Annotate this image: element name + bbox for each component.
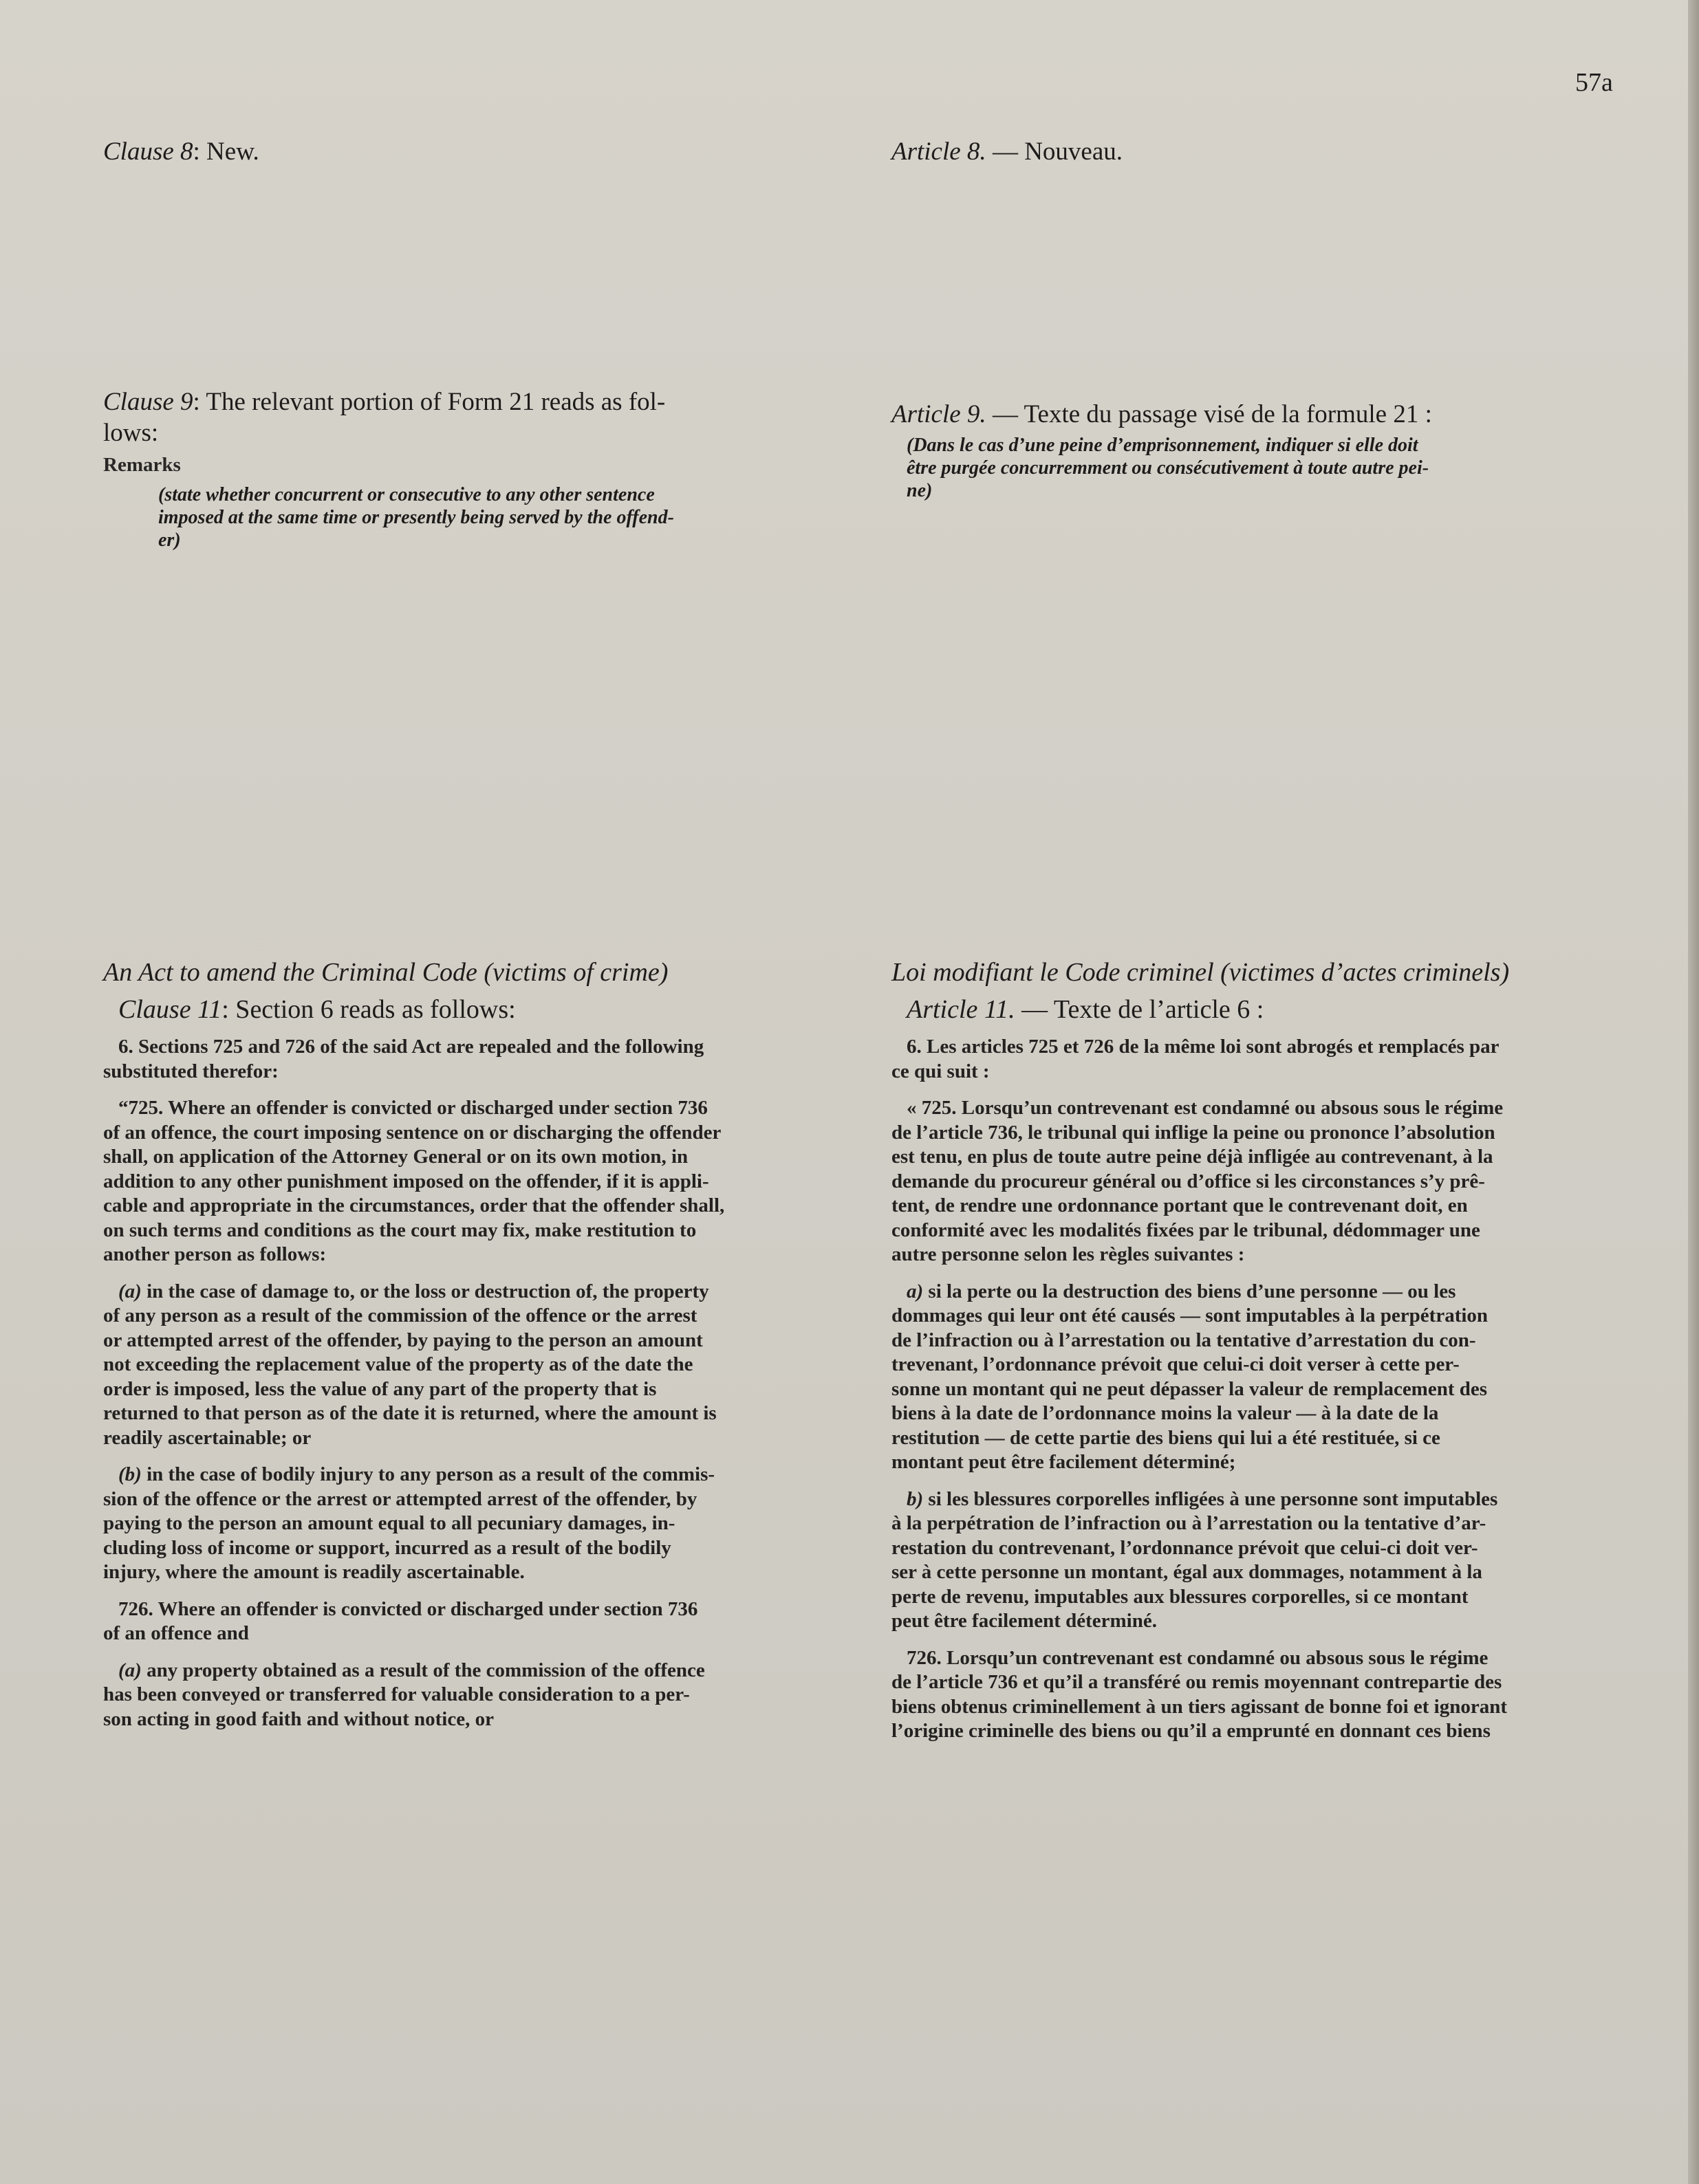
text-line: or attempted arrest of the offender, by paying to the person an amount bbox=[103, 1329, 703, 1351]
section-725-en bbox=[103, 1096, 836, 1267]
clause-9-text: : The relevant portion of Form 21 reads as fol- bbox=[193, 388, 666, 416]
text-line: shall, on application of the Attorney General or on its own motion, in bbox=[103, 1146, 689, 1168]
text-line: restitution — de cette partie des biens qui lui a été restituée, si ce bbox=[891, 1426, 1440, 1449]
text-line: à la perpétration de l’infraction ou à l’arrestation ou la tentative d’ar- bbox=[891, 1512, 1486, 1534]
remarks-label: Remarks bbox=[103, 454, 181, 476]
text-line: of any person as a result of the commission of the offence or the arrest bbox=[103, 1304, 697, 1326]
text-line: paying to the person an amount equal to all pecuniary damages, in- bbox=[103, 1512, 675, 1534]
act-block-en bbox=[103, 956, 836, 1732]
text-line: si la perte ou la destruction des biens d’une personne — ou les bbox=[928, 1280, 1456, 1302]
remarks-line: er) bbox=[158, 529, 181, 551]
text-line: Les articles 725 et 726 de la même loi sont abrogés et remplacés par bbox=[927, 1036, 1500, 1058]
text-line: in the case of bodily injury to any person as a result of the commis- bbox=[147, 1463, 715, 1485]
remarks-line: imposed at the same time or presently being served by the offend- bbox=[158, 507, 674, 528]
text-line: ser à cette personne un montant, égal aux dommages, notamment à la bbox=[891, 1561, 1482, 1583]
text-line: trevenant, l’ordonnance prévoit que celui-ci doit verser à cette per- bbox=[891, 1353, 1460, 1375]
clause-11-label: Clause 11 bbox=[118, 995, 222, 1024]
text-line: order is imposed, less the value of any part of the property that is bbox=[103, 1377, 657, 1400]
text-line: Where an offender is convicted or discharged under section 736 bbox=[167, 1097, 708, 1119]
article-8-label: Article 8. bbox=[891, 138, 986, 166]
paragraph-label: a) bbox=[907, 1280, 924, 1302]
text-line: dommages qui leur ont été causés — sont imputables à la perpétration bbox=[891, 1304, 1489, 1326]
article-9-text: — Texte du passage visé de la formule 21 : bbox=[986, 400, 1432, 428]
text-line: ce qui suit : bbox=[891, 1060, 990, 1082]
text-line: addition to any other punishment imposed on the offender, if it is appli- bbox=[103, 1170, 709, 1192]
section-725b-en bbox=[103, 1463, 836, 1585]
article-9-block bbox=[891, 399, 1627, 502]
section-6-fr bbox=[891, 1035, 1627, 1084]
text-line: de l’article 736 et qu’il a transféré ou remis moyennant contrepartie des bbox=[891, 1671, 1502, 1693]
text-line: restation du contrevenant, l’ordonnance prévoit que celui-ci doit ver- bbox=[891, 1536, 1478, 1559]
text-line: l’origine criminelle des biens ou qu’il a emprunté en donnant ces biens bbox=[891, 1720, 1491, 1742]
section-726a-en bbox=[103, 1659, 836, 1732]
text-line: not exceeding the replacement value of the property as of the date the bbox=[103, 1353, 693, 1375]
text-line: tent, de rendre une ordonnance portant que le contrevenant doit, en bbox=[891, 1194, 1468, 1216]
clause-9-block bbox=[103, 386, 836, 552]
clause-11-text: : Section 6 reads as follows: bbox=[221, 995, 516, 1024]
page-number: 57a bbox=[1575, 68, 1613, 97]
text-line: si les blessures corporelles infligées à une personne sont imputables bbox=[928, 1487, 1498, 1510]
remarks-line: (state whether concurrent or consecutive to any other sentence bbox=[158, 484, 655, 505]
text-line: cluding loss of income or support, incurred as a result of the bodily bbox=[103, 1536, 671, 1559]
text-line: son acting in good faith and without notice, or bbox=[103, 1707, 494, 1730]
text-line: biens à la date de l’ordonnance moins la valeur — à la date de la bbox=[891, 1402, 1439, 1424]
text-line: has been conveyed or transferred for valuable consideration to a per- bbox=[103, 1683, 690, 1705]
text-line: substituted therefor: bbox=[103, 1060, 279, 1082]
remarks-line: ne) bbox=[907, 480, 933, 501]
remarks-line: (Dans le cas d’une peine d’emprisonnement, indiquer si elle doit bbox=[907, 435, 1418, 456]
article-8-text: — Nouveau. bbox=[986, 138, 1123, 166]
text-line: on such terms and conditions as the court may fix, make restitution to bbox=[103, 1219, 697, 1241]
text-line: injury, where the amount is readily ascertainable. bbox=[103, 1561, 525, 1583]
clause-8-heading bbox=[103, 136, 836, 167]
page-edge bbox=[1688, 0, 1699, 2184]
article-11-label: Article 11. bbox=[907, 995, 1015, 1024]
section-number: 6. bbox=[118, 1036, 133, 1058]
text-line: perte de revenu, imputables aux blessures corporelles, si ce montant bbox=[891, 1585, 1469, 1608]
section-726-en bbox=[103, 1597, 836, 1646]
clause-8-text: : New. bbox=[193, 138, 259, 166]
paragraph-label: (a) bbox=[118, 1280, 142, 1302]
text-line: conformité avec les modalités fixées par le tribunal, dédommager une bbox=[891, 1219, 1480, 1241]
text-line: sonne un montant qui ne peut dépasser la valeur de remplacement des bbox=[891, 1377, 1488, 1400]
text-line: readily ascertainable; or bbox=[103, 1426, 312, 1449]
section-number: 726. bbox=[118, 1597, 153, 1620]
text-line: any property obtained as a result of the commission of the offence bbox=[147, 1659, 705, 1681]
text-line: Sections 725 and 726 of the said Act are repealed and the following bbox=[138, 1036, 704, 1058]
paragraph-label: (b) bbox=[118, 1463, 142, 1485]
section-number: “725. bbox=[118, 1097, 164, 1119]
section-6-en bbox=[103, 1035, 836, 1084]
article-11-text: — Texte de l’article 6 : bbox=[1015, 995, 1264, 1024]
remarks-text-fr bbox=[891, 434, 1627, 502]
clause-9-label: Clause 9 bbox=[103, 388, 193, 416]
article-8-heading bbox=[891, 136, 1627, 167]
text-line: sion of the offence or the arrest or attempted arrest of the offender, by bbox=[103, 1487, 697, 1510]
section-725-fr bbox=[891, 1096, 1627, 1267]
text-line: biens obtenus criminellement à un tiers agissant de bonne foi et ignorant bbox=[891, 1695, 1507, 1718]
text-line: montant peut être facilement déterminé; bbox=[891, 1451, 1236, 1473]
text-line: of an offence and bbox=[103, 1622, 249, 1644]
text-line: Lorsqu’un contrevenant est condamné ou absous sous le régime bbox=[946, 1646, 1489, 1669]
remarks-line: être purgée concurremment ou consécutivement à toute autre pei- bbox=[907, 457, 1429, 479]
section-725a-fr bbox=[891, 1280, 1627, 1475]
article-9-label: Article 9. bbox=[891, 400, 986, 428]
act-title-fr: Loi modifiant le Code criminel (victimes d’actes criminels) bbox=[891, 958, 1510, 987]
text-line: of an offence, the court imposing sentence on or discharging the offender bbox=[103, 1121, 722, 1144]
text-line: de l’infraction ou à l’arrestation ou la tentative d’arrestation du con- bbox=[891, 1329, 1476, 1351]
text-line: demande du procureur général ou d’office si les circonstances s’y prê- bbox=[891, 1170, 1485, 1192]
text-line: returned to that person as of the date it is returned, where the amount is bbox=[103, 1402, 717, 1424]
section-725a-en bbox=[103, 1280, 836, 1451]
remarks-text bbox=[103, 483, 836, 552]
text-line: de l’article 736, le tribunal qui inflige la peine ou prononce l’absolution bbox=[891, 1121, 1495, 1144]
section-number: 726. bbox=[907, 1646, 942, 1669]
text-line: cable and appropriate in the circumstances, order that the offender shall, bbox=[103, 1194, 725, 1216]
act-block-fr bbox=[891, 956, 1627, 1744]
section-number: « 725. bbox=[907, 1097, 957, 1119]
act-title-en: An Act to amend the Criminal Code (victims of crime) bbox=[103, 958, 669, 987]
clause-9-text-2: lows: bbox=[103, 419, 159, 447]
section-726-fr bbox=[891, 1646, 1627, 1744]
text-line: est tenu, en plus de toute autre peine déjà infligée au contrevenant, à la bbox=[891, 1146, 1493, 1168]
section-725b-fr bbox=[891, 1487, 1627, 1634]
text-line: Lorsqu’un contrevenant est condamné ou absous sous le régime bbox=[961, 1097, 1504, 1119]
paragraph-label: (a) bbox=[118, 1659, 142, 1681]
text-line: in the case of damage to, or the loss or destruction of, the property bbox=[147, 1280, 709, 1302]
section-number: 6. bbox=[907, 1036, 922, 1058]
text-line: peut être facilement déterminé. bbox=[891, 1610, 1157, 1632]
clause-8-label: Clause 8 bbox=[103, 138, 193, 166]
text-line: another person as follows: bbox=[103, 1243, 327, 1265]
text-line: autre personne selon les règles suivantes : bbox=[891, 1243, 1245, 1265]
text-line: Where an offender is convicted or discharged under section 736 bbox=[158, 1597, 698, 1620]
paragraph-label: b) bbox=[907, 1487, 924, 1510]
